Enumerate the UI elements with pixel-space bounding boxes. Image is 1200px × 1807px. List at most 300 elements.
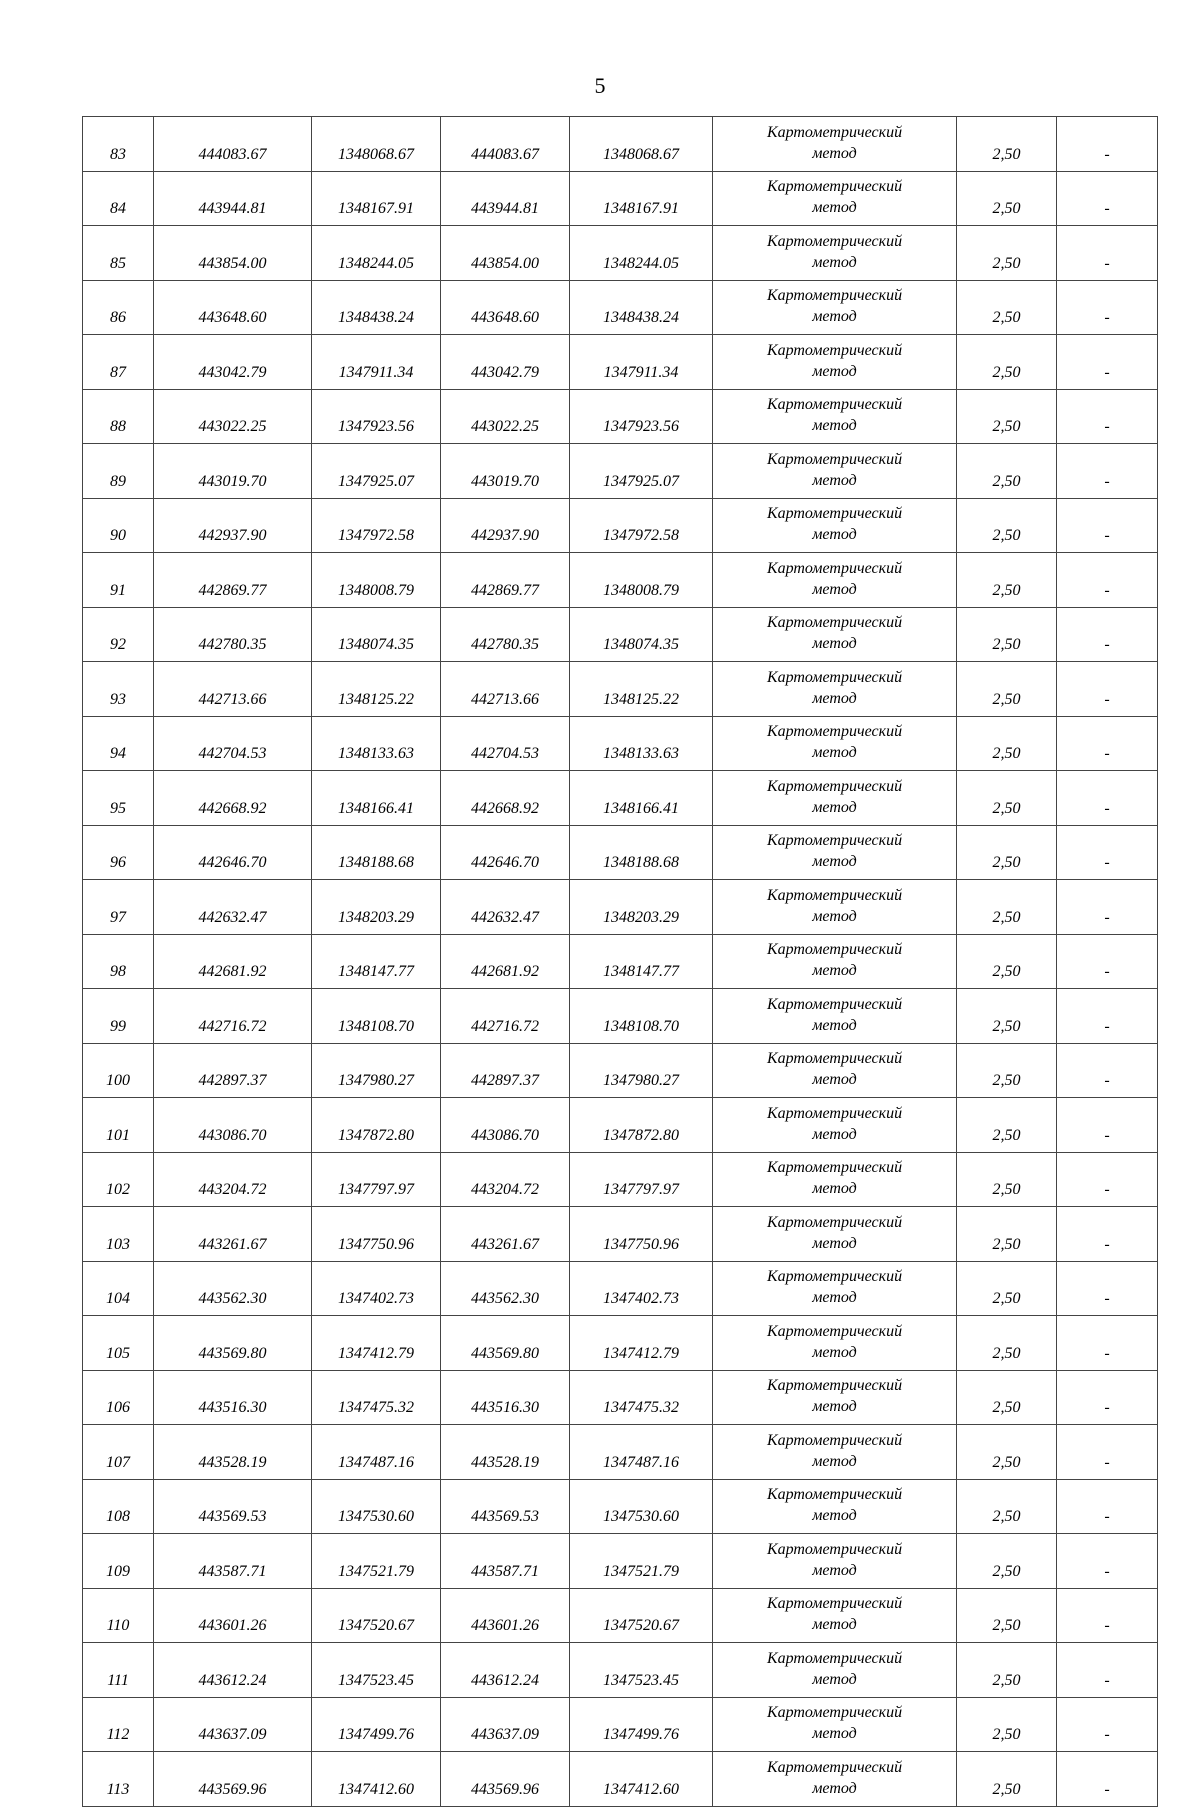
accuracy-cell: 2,50 — [957, 607, 1057, 662]
method-cell — [713, 1643, 957, 1698]
y-refined-cell: 1347475.32 — [570, 1370, 713, 1425]
method-text-line: метод — [812, 471, 857, 489]
method-text-line: метод — [812, 1071, 857, 1088]
table-row — [83, 1479, 1158, 1534]
y-existing-cell: 1347911.34 — [312, 335, 441, 390]
table-row — [83, 880, 1158, 935]
method-text-line: Картометрический — [766, 777, 903, 795]
point-number-cell: 84 — [83, 171, 154, 226]
point-number-cell: 100 — [83, 1043, 154, 1098]
y-existing-cell: 1347972.58 — [312, 498, 441, 553]
y-refined-cell: 1347972.58 — [570, 498, 713, 553]
method-text-line: метод — [812, 253, 857, 271]
accuracy-cell: 2,50 — [957, 1534, 1057, 1589]
x-existing-cell: 442780.35 — [154, 607, 312, 662]
y-refined-cell: 1347797.97 — [570, 1152, 713, 1207]
y-existing-cell: 1348108.70 — [312, 989, 441, 1044]
method-text-line: Картометрический — [766, 614, 903, 631]
method-text-line: Картометрический — [766, 1050, 903, 1067]
method-text-line: Картометрический — [766, 1322, 903, 1340]
description-cell: - — [1057, 553, 1158, 608]
x-refined-cell: 443528.19 — [441, 1425, 570, 1480]
x-refined-cell: 443022.25 — [441, 389, 570, 444]
method-text-line: Картометрический — [766, 1431, 903, 1449]
method-text-line: метод — [812, 308, 857, 325]
y-refined-cell: 1348074.35 — [570, 607, 713, 662]
y-refined-cell: 1348167.91 — [570, 171, 713, 226]
method-text-line: Картометрический — [766, 995, 903, 1013]
point-number-cell: 101 — [83, 1098, 154, 1153]
y-existing-cell: 1348147.77 — [312, 934, 441, 989]
y-existing-cell: 1347487.16 — [312, 1425, 441, 1480]
y-existing-cell: 1347750.96 — [312, 1207, 441, 1262]
accuracy-cell: 2,50 — [957, 989, 1057, 1044]
accuracy-cell: 2,50 — [957, 1207, 1057, 1262]
table-row — [83, 1316, 1158, 1371]
x-refined-cell: 442716.72 — [441, 989, 570, 1044]
y-existing-cell: 1347521.79 — [312, 1534, 441, 1589]
y-refined-cell: 1348068.67 — [570, 117, 713, 172]
x-refined-cell: 443854.00 — [441, 226, 570, 281]
x-existing-cell: 443944.81 — [154, 171, 312, 226]
x-existing-cell: 443204.72 — [154, 1152, 312, 1207]
method-text-line: метод — [812, 1016, 857, 1034]
table-row — [83, 171, 1158, 226]
y-existing-cell: 1348166.41 — [312, 771, 441, 826]
table-row — [83, 825, 1158, 880]
method-text-line: Картометрический — [766, 668, 903, 686]
y-existing-cell: 1347925.07 — [312, 444, 441, 499]
method-text-line: Картометрический — [766, 886, 903, 904]
point-number-cell: 108 — [83, 1479, 154, 1534]
accuracy-cell: 2,50 — [957, 1752, 1057, 1807]
point-number-cell: 112 — [83, 1697, 154, 1752]
accuracy-cell: 2,50 — [957, 1152, 1057, 1207]
method-text-line: метод — [812, 907, 857, 925]
accuracy-cell: 2,50 — [957, 1370, 1057, 1425]
y-refined-cell: 1347412.79 — [570, 1316, 713, 1371]
point-number-cell: 89 — [83, 444, 154, 499]
y-existing-cell: 1347520.67 — [312, 1588, 441, 1643]
x-existing-cell: 443854.00 — [154, 226, 312, 281]
y-refined-cell: 1348133.63 — [570, 716, 713, 771]
y-refined-cell: 1348244.05 — [570, 226, 713, 281]
table-row — [83, 335, 1158, 390]
description-cell: - — [1057, 498, 1158, 553]
point-number-cell: 86 — [83, 280, 154, 335]
method-text-line: Картометрический — [766, 396, 903, 413]
y-existing-cell: 1348074.35 — [312, 607, 441, 662]
point-number-cell: 83 — [83, 117, 154, 172]
method-text-line: Картометрический — [766, 1159, 903, 1176]
method-cell — [713, 771, 957, 826]
y-refined-cell: 1348125.22 — [570, 662, 713, 717]
point-number-cell: 106 — [83, 1370, 154, 1425]
method-text-line: метод — [812, 1670, 857, 1688]
x-existing-cell: 442668.92 — [154, 771, 312, 826]
method-cell — [713, 989, 957, 1044]
table-row — [83, 1534, 1158, 1589]
table-row — [83, 716, 1158, 771]
x-existing-cell: 443637.09 — [154, 1697, 312, 1752]
table-row — [83, 934, 1158, 989]
table-row — [83, 389, 1158, 444]
accuracy-cell: 2,50 — [957, 226, 1057, 281]
method-text-line: метод — [812, 580, 857, 598]
y-refined-cell: 1348166.41 — [570, 771, 713, 826]
y-refined-cell: 1348188.68 — [570, 825, 713, 880]
description-cell: - — [1057, 1370, 1158, 1425]
accuracy-cell: 2,50 — [957, 335, 1057, 390]
y-refined-cell: 1347521.79 — [570, 1534, 713, 1589]
method-cell — [713, 1098, 957, 1153]
y-refined-cell: 1347980.27 — [570, 1043, 713, 1098]
method-text-line: Картометрический — [766, 941, 903, 958]
y-refined-cell: 1348203.29 — [570, 880, 713, 935]
accuracy-cell: 2,50 — [957, 1261, 1057, 1316]
method-cell — [713, 1588, 957, 1643]
x-existing-cell: 443516.30 — [154, 1370, 312, 1425]
method-text-line: Картометрический — [766, 1377, 903, 1394]
description-cell: - — [1057, 825, 1158, 880]
method-cell — [713, 171, 957, 226]
y-existing-cell: 1347499.76 — [312, 1697, 441, 1752]
x-existing-cell: 443261.67 — [154, 1207, 312, 1262]
method-text-line: метод — [812, 199, 857, 216]
description-cell: - — [1057, 1043, 1158, 1098]
point-number-cell: 94 — [83, 716, 154, 771]
x-refined-cell: 443569.53 — [441, 1479, 570, 1534]
method-cell — [713, 444, 957, 499]
table-row — [83, 1425, 1158, 1480]
method-text-line: метод — [812, 1343, 857, 1361]
y-refined-cell: 1348108.70 — [570, 989, 713, 1044]
accuracy-cell: 2,50 — [957, 1479, 1057, 1534]
y-existing-cell: 1348188.68 — [312, 825, 441, 880]
description-cell: - — [1057, 117, 1158, 172]
x-existing-cell: 442681.92 — [154, 934, 312, 989]
method-text-line: метод — [812, 1289, 857, 1306]
method-text-line: Картометрический — [766, 232, 903, 250]
table-row — [83, 1043, 1158, 1098]
method-text-line: Картометрический — [766, 1595, 903, 1612]
point-number-cell: 87 — [83, 335, 154, 390]
x-refined-cell: 443516.30 — [441, 1370, 570, 1425]
accuracy-cell: 2,50 — [957, 1588, 1057, 1643]
method-cell — [713, 934, 957, 989]
x-existing-cell: 443528.19 — [154, 1425, 312, 1480]
point-number-cell: 99 — [83, 989, 154, 1044]
x-refined-cell: 442897.37 — [441, 1043, 570, 1098]
y-existing-cell: 1348244.05 — [312, 226, 441, 281]
y-refined-cell: 1347872.80 — [570, 1098, 713, 1153]
description-cell: - — [1057, 389, 1158, 444]
accuracy-cell: 2,50 — [957, 280, 1057, 335]
x-existing-cell: 442704.53 — [154, 716, 312, 771]
point-number-cell: 103 — [83, 1207, 154, 1262]
accuracy-cell: 2,50 — [957, 1043, 1057, 1098]
method-text-line: метод — [812, 635, 857, 652]
method-cell — [713, 335, 957, 390]
accuracy-cell: 2,50 — [957, 934, 1057, 989]
point-number-cell: 109 — [83, 1534, 154, 1589]
x-existing-cell: 443601.26 — [154, 1588, 312, 1643]
table-row — [83, 444, 1158, 499]
point-number-cell: 97 — [83, 880, 154, 935]
method-text-line: Картометрический — [766, 1704, 903, 1721]
method-text-line: метод — [812, 1180, 857, 1197]
x-existing-cell: 443648.60 — [154, 280, 312, 335]
point-number-cell: 102 — [83, 1152, 154, 1207]
method-text-line: метод — [812, 526, 857, 543]
table-row — [83, 989, 1158, 1044]
point-number-cell: 95 — [83, 771, 154, 826]
y-refined-cell: 1348438.24 — [570, 280, 713, 335]
x-refined-cell: 444083.67 — [441, 117, 570, 172]
method-text-line: Картометрический — [766, 341, 903, 359]
x-existing-cell: 442869.77 — [154, 553, 312, 608]
method-text-line: метод — [812, 1725, 857, 1742]
accuracy-cell: 2,50 — [957, 825, 1057, 880]
y-existing-cell: 1347530.60 — [312, 1479, 441, 1534]
point-number-cell: 104 — [83, 1261, 154, 1316]
method-cell — [713, 662, 957, 717]
method-cell — [713, 1479, 957, 1534]
method-text-line: Картометрический — [766, 1649, 903, 1667]
x-refined-cell: 443648.60 — [441, 280, 570, 335]
y-existing-cell: 1347412.60 — [312, 1752, 441, 1807]
accuracy-cell: 2,50 — [957, 1697, 1057, 1752]
description-cell: - — [1057, 171, 1158, 226]
y-refined-cell: 1347487.16 — [570, 1425, 713, 1480]
description-cell: - — [1057, 1643, 1158, 1698]
method-text-line: метод — [812, 1507, 857, 1524]
y-existing-cell: 1348438.24 — [312, 280, 441, 335]
x-refined-cell: 443562.30 — [441, 1261, 570, 1316]
y-refined-cell: 1347911.34 — [570, 335, 713, 390]
x-existing-cell: 443569.53 — [154, 1479, 312, 1534]
y-existing-cell: 1347980.27 — [312, 1043, 441, 1098]
method-text-line: Картометрический — [766, 1540, 903, 1558]
x-refined-cell: 443042.79 — [441, 335, 570, 390]
method-cell — [713, 1697, 957, 1752]
accuracy-cell: 2,50 — [957, 771, 1057, 826]
method-text-line: Картометрический — [766, 287, 903, 304]
method-text-line: Картометрический — [766, 832, 903, 849]
description-cell: - — [1057, 771, 1158, 826]
table-row — [83, 607, 1158, 662]
accuracy-cell: 2,50 — [957, 1098, 1057, 1153]
y-existing-cell: 1348068.67 — [312, 117, 441, 172]
point-number-cell: 113 — [83, 1752, 154, 1807]
method-cell — [713, 716, 957, 771]
method-cell — [713, 1261, 957, 1316]
x-refined-cell: 442668.92 — [441, 771, 570, 826]
y-refined-cell: 1347412.60 — [570, 1752, 713, 1807]
method-cell — [713, 825, 957, 880]
x-refined-cell: 443612.24 — [441, 1643, 570, 1698]
y-refined-cell: 1347523.45 — [570, 1643, 713, 1698]
x-existing-cell: 442632.47 — [154, 880, 312, 935]
table-row — [83, 1098, 1158, 1153]
point-number-cell: 96 — [83, 825, 154, 880]
table-row — [83, 1261, 1158, 1316]
y-existing-cell: 1348133.63 — [312, 716, 441, 771]
x-existing-cell: 443019.70 — [154, 444, 312, 499]
y-refined-cell: 1347750.96 — [570, 1207, 713, 1262]
y-refined-cell: 1348147.77 — [570, 934, 713, 989]
description-cell: - — [1057, 1152, 1158, 1207]
x-refined-cell: 442869.77 — [441, 553, 570, 608]
method-text-line: метод — [812, 1125, 857, 1143]
x-existing-cell: 443086.70 — [154, 1098, 312, 1153]
y-existing-cell: 1347475.32 — [312, 1370, 441, 1425]
point-number-cell: 93 — [83, 662, 154, 717]
accuracy-cell: 2,50 — [957, 880, 1057, 935]
x-refined-cell: 443261.67 — [441, 1207, 570, 1262]
x-refined-cell: 443569.96 — [441, 1752, 570, 1807]
accuracy-cell: 2,50 — [957, 444, 1057, 499]
method-text-line: метод — [812, 1398, 857, 1415]
method-text-line: Картометрический — [766, 505, 903, 522]
description-cell: - — [1057, 1479, 1158, 1534]
description-cell: - — [1057, 1752, 1158, 1807]
y-existing-cell: 1347923.56 — [312, 389, 441, 444]
method-text-line: метод — [812, 853, 857, 870]
table-row — [83, 553, 1158, 608]
x-refined-cell: 443569.80 — [441, 1316, 570, 1371]
method-cell — [713, 1043, 957, 1098]
point-number-cell: 90 — [83, 498, 154, 553]
method-text-line: метод — [812, 962, 857, 979]
x-existing-cell: 442713.66 — [154, 662, 312, 717]
method-text-line: метод — [812, 144, 857, 162]
method-text-line: метод — [812, 1561, 857, 1579]
accuracy-cell: 2,50 — [957, 498, 1057, 553]
x-existing-cell: 443569.96 — [154, 1752, 312, 1807]
description-cell: - — [1057, 934, 1158, 989]
x-refined-cell: 442713.66 — [441, 662, 570, 717]
y-existing-cell: 1347797.97 — [312, 1152, 441, 1207]
description-cell: - — [1057, 880, 1158, 935]
point-number-cell: 88 — [83, 389, 154, 444]
method-cell — [713, 1316, 957, 1371]
table-row — [83, 1207, 1158, 1262]
method-cell — [713, 389, 957, 444]
method-cell — [713, 280, 957, 335]
table-row — [83, 771, 1158, 826]
point-number-cell: 92 — [83, 607, 154, 662]
accuracy-cell: 2,50 — [957, 171, 1057, 226]
x-refined-cell: 442704.53 — [441, 716, 570, 771]
accuracy-cell: 2,50 — [957, 1425, 1057, 1480]
accuracy-cell: 2,50 — [957, 1643, 1057, 1698]
method-cell — [713, 607, 957, 662]
y-existing-cell: 1348203.29 — [312, 880, 441, 935]
x-refined-cell: 443086.70 — [441, 1098, 570, 1153]
y-existing-cell: 1347412.79 — [312, 1316, 441, 1371]
table-row — [83, 498, 1158, 553]
description-cell: - — [1057, 1261, 1158, 1316]
description-cell: - — [1057, 716, 1158, 771]
y-refined-cell: 1347520.67 — [570, 1588, 713, 1643]
table-row — [83, 1370, 1158, 1425]
accuracy-cell: 2,50 — [957, 553, 1057, 608]
method-text-line: Картометрический — [766, 1758, 903, 1776]
x-existing-cell: 443022.25 — [154, 389, 312, 444]
x-existing-cell: 443587.71 — [154, 1534, 312, 1589]
x-existing-cell: 442716.72 — [154, 989, 312, 1044]
method-text-line: Картометрический — [766, 559, 903, 577]
table-row — [83, 280, 1158, 335]
accuracy-cell: 2,50 — [957, 117, 1057, 172]
point-number-cell: 111 — [83, 1643, 154, 1698]
y-refined-cell: 1347530.60 — [570, 1479, 713, 1534]
x-refined-cell: 443204.72 — [441, 1152, 570, 1207]
description-cell: - — [1057, 1316, 1158, 1371]
table-row — [83, 1152, 1158, 1207]
point-number-cell: 91 — [83, 553, 154, 608]
method-text-line: метод — [812, 744, 857, 761]
x-existing-cell: 444083.67 — [154, 117, 312, 172]
method-text-line: Картометрический — [766, 1486, 903, 1503]
x-existing-cell: 443042.79 — [154, 335, 312, 390]
description-cell: - — [1057, 1534, 1158, 1589]
method-text-line: Картометрический — [766, 1104, 903, 1122]
x-existing-cell: 442937.90 — [154, 498, 312, 553]
table-row — [83, 1752, 1158, 1807]
y-existing-cell: 1347402.73 — [312, 1261, 441, 1316]
method-cell — [713, 498, 957, 553]
x-existing-cell: 442646.70 — [154, 825, 312, 880]
y-refined-cell: 1347499.76 — [570, 1697, 713, 1752]
x-refined-cell: 443601.26 — [441, 1588, 570, 1643]
method-text-line: Картометрический — [766, 450, 903, 468]
description-cell: - — [1057, 1098, 1158, 1153]
table-row — [83, 1588, 1158, 1643]
method-text-line: метод — [812, 1452, 857, 1470]
y-existing-cell: 1348167.91 — [312, 171, 441, 226]
method-cell — [713, 1207, 957, 1262]
accuracy-cell: 2,50 — [957, 716, 1057, 771]
method-text-line: метод — [812, 362, 857, 380]
y-existing-cell: 1348125.22 — [312, 662, 441, 717]
description-cell: - — [1057, 335, 1158, 390]
method-text-line: метод — [812, 1234, 857, 1252]
x-refined-cell: 442937.90 — [441, 498, 570, 553]
x-refined-cell: 442681.92 — [441, 934, 570, 989]
method-text-line: Картометрический — [766, 178, 903, 195]
accuracy-cell: 2,50 — [957, 662, 1057, 717]
method-cell — [713, 117, 957, 172]
x-refined-cell: 443587.71 — [441, 1534, 570, 1589]
description-cell: - — [1057, 226, 1158, 281]
method-text-line: Картометрический — [766, 1213, 903, 1231]
method-cell — [713, 1425, 957, 1480]
point-number-cell: 98 — [83, 934, 154, 989]
y-refined-cell: 1347925.07 — [570, 444, 713, 499]
method-cell — [713, 553, 957, 608]
table-row — [83, 1643, 1158, 1698]
x-refined-cell: 442632.47 — [441, 880, 570, 935]
method-cell — [713, 1752, 957, 1807]
method-text-line: метод — [812, 689, 857, 707]
method-text-line: метод — [812, 1616, 857, 1633]
method-cell — [713, 1534, 957, 1589]
y-refined-cell: 1348008.79 — [570, 553, 713, 608]
description-cell: - — [1057, 989, 1158, 1044]
y-existing-cell: 1347523.45 — [312, 1643, 441, 1698]
